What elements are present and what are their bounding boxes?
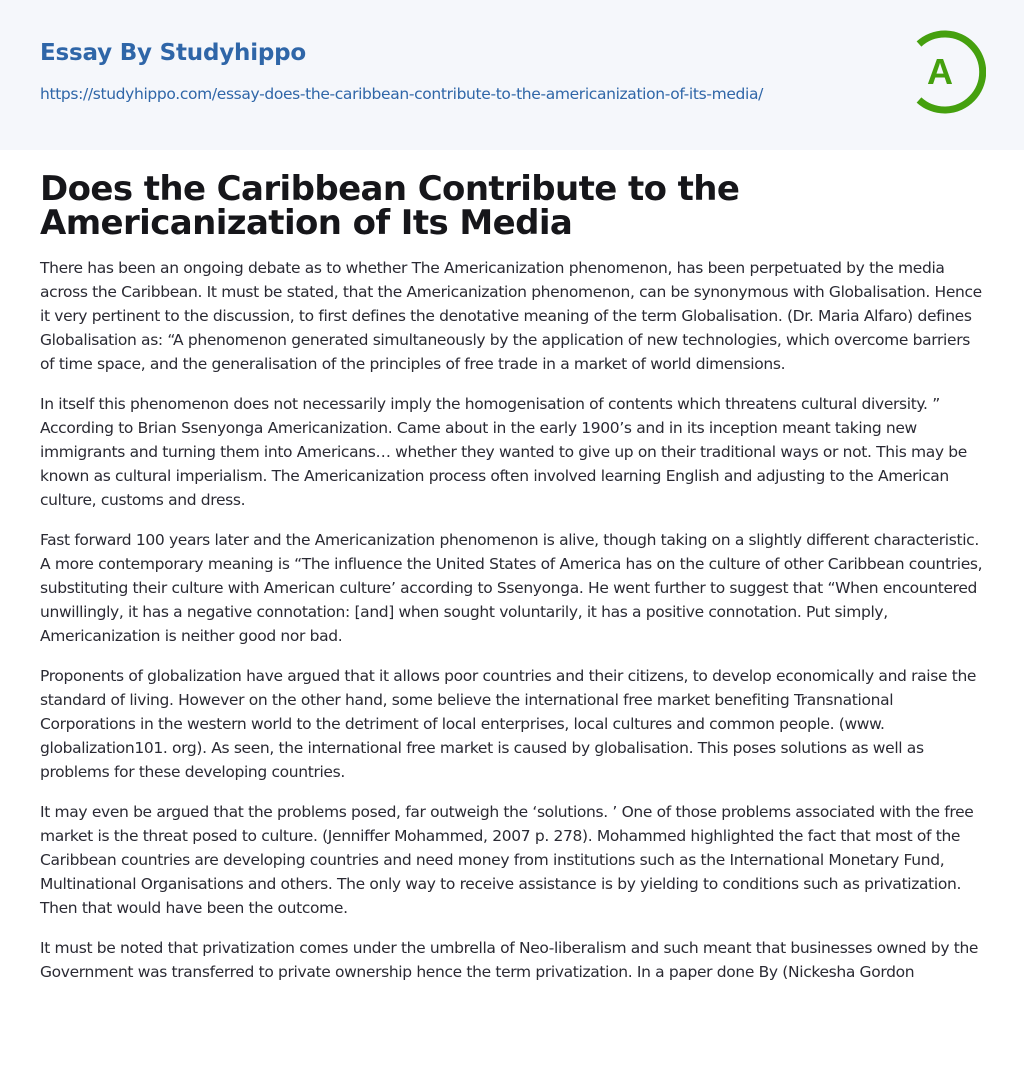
paragraph: Fast forward 100 years later and the Americanization phenomenon is alive, though taking on a slightly different characteristic. A more contemporary meaning is “The influence the United States of America has on the culture of other Caribbean countries, substituting their culture with American culture’ according to Ssenyonga. He went further to suggest that “When encountered unwillingly, it has a negative connotation: [and] when sought voluntarily, it has a positive connotation. Put simply, Americanization is neither good nor bad. (40, 531, 983, 645)
paragraph: It must be noted that privatization comes under the umbrella of Neo-liberalism and such meant that businesses owned by the Government was transferred to private ownership hence the term privatization. In a paper done By (Nickesha Gordon (40, 939, 979, 981)
site-header (0, 0, 1024, 150)
essay-url-link[interactable]: https://studyhippo.com/essay-does-the-caribbean-contribute-to-the-americanization-of-its-media/ (40, 85, 763, 103)
paragraph: There has been an ongoing debate as to whether The Americanization phenomenon, has been perpetuated by the media across the Caribbean. It must be stated, that the Americanization phenomenon, can be synonymous with Globalisation. Hence it very pertinent to the discussion, to first defines the denotative meaning of the term Globalisation. (Dr. Maria Alfaro) defines Globalisation as: “A phenomenon generated simultaneously by the application of new technologies, which overcome barriers of time space, and the generalisation of the principles of free trade in a market of world dimensions. (40, 259, 982, 373)
page-title: Does the Caribbean Contribute to the Americanization of Its Media (40, 169, 740, 243)
paragraph: It may even be argued that the problems posed, far outweigh the ‘solutions. ’ One of those problems associated with the free market is the threat posed to culture. (Jenniffer Mohammed, 2007 p. 278). Mohammed highlighted the fact that most of the Caribbean countries are developing countries and need money from institutions such as the International Monetary Fund, Multinational Organisations and others. The only way to receive assistance is by yielding to conditions such as privatization. Then that would have been the outcome. (40, 803, 974, 917)
studyhippo-logo-icon[interactable] (912, 30, 986, 114)
brand-title[interactable]: Essay By Studyhippo (40, 40, 307, 66)
paragraph: Proponents of globalization have argued that it allows poor countries and their citizens, to develop economically and raise the standard of living. However on the other hand, some believe the international free market benefiting Transnational Corporations in the western world to the detriment of local enterprises, local cultures and common people. (www. globalization101. org). As seen, the international free market is caused by globalisation. This poses solutions as well as problems for these developing countries. (40, 667, 977, 781)
paragraph: In itself this phenomenon does not necessarily imply the homogenisation of contents which threatens cultural diversity. ” According to Brian Ssenyonga Americanization. Came about in the early 1900’s and in its inception meant taking new immigrants and turning them into Americans… whether they wanted to give up on their traditional ways or not. This may be known as cultural imperialism. The Americanization process often involved learning English and adjusting to the American culture, customs and dress. (40, 395, 967, 509)
logo-letter: A (927, 51, 953, 92)
article-body (40, 256, 988, 1000)
